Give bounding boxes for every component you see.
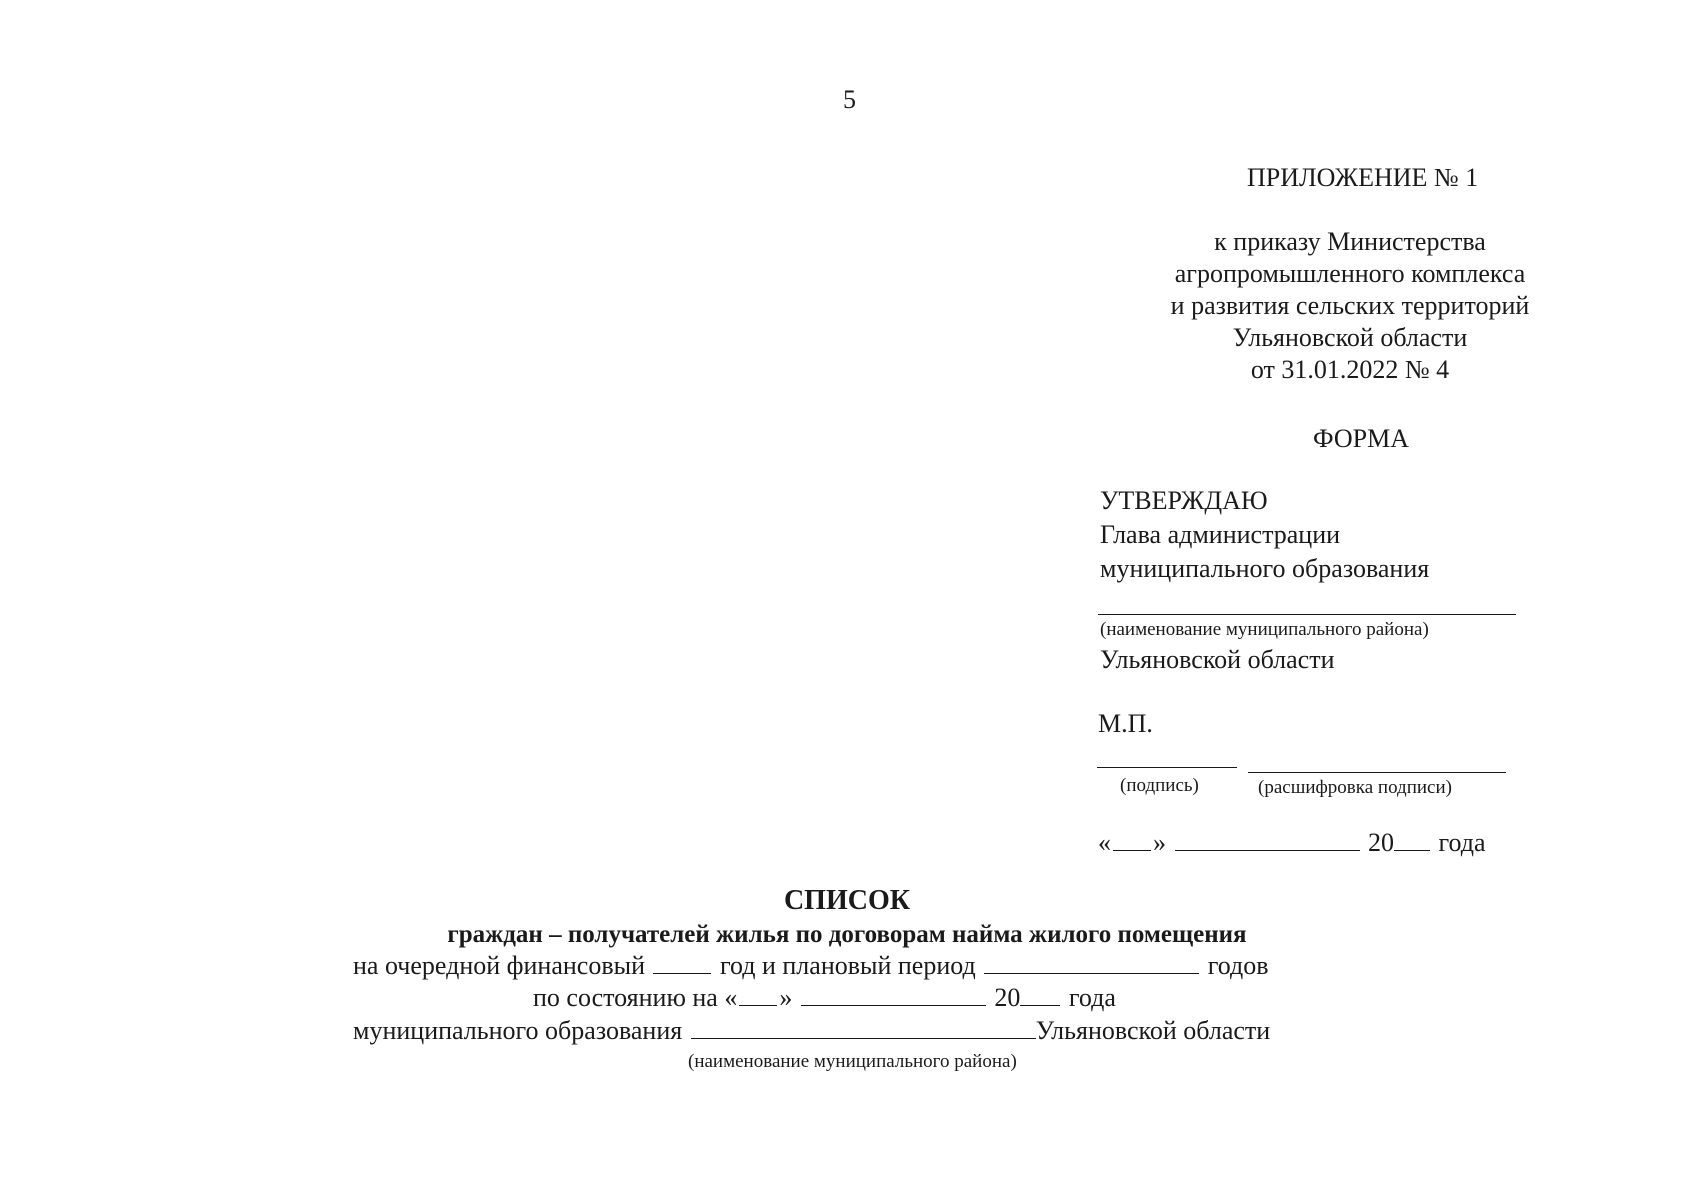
- date-year-suffix: года: [1438, 828, 1486, 857]
- appendix-line-5: от 31.01.2022 № 4: [1250, 355, 1450, 384]
- appendix-line-1: к приказу Министерства: [1214, 227, 1486, 256]
- list-line-2-text-a: по состоянию на «: [533, 983, 738, 1012]
- municipality-name-blank: [691, 1018, 1036, 1039]
- appendix-line-3: и развития сельских территорий: [1170, 291, 1530, 320]
- date-year-blank: [1394, 830, 1430, 851]
- page-number: 5: [843, 85, 856, 114]
- seal-label: М.П.: [1098, 709, 1153, 738]
- approval-municipal: муниципального образования: [1100, 554, 1430, 583]
- appendix-title: ПРИЛОЖЕНИЕ № 1: [1247, 163, 1479, 192]
- approval-date: [1098, 827, 1486, 859]
- appendix-line-2: агропромышленного комплекса: [1174, 259, 1526, 288]
- appendix-line-4: Ульяновской области: [1232, 323, 1468, 352]
- date-month-blank: [1175, 830, 1360, 851]
- list-line-2-text-d: года: [1068, 983, 1116, 1012]
- approval-region: Ульяновской области: [1100, 645, 1335, 674]
- date-year-prefix: 20: [1368, 828, 1394, 857]
- list-line-3-text-b: Ульяновской области: [1035, 1016, 1271, 1045]
- state-day-blank: [739, 985, 777, 1006]
- date-close-quote: »: [1153, 828, 1166, 857]
- list-line-2-text-b: »: [779, 983, 793, 1012]
- list-line-1-text-c: годов: [1207, 951, 1269, 980]
- approval-head: Глава администрации: [1100, 520, 1341, 549]
- planning-period-blank: [984, 953, 1199, 974]
- list-line-2-text-c: 20: [994, 983, 1021, 1012]
- list-line-1: [353, 950, 1269, 982]
- approve-label: УТВЕРЖДАЮ: [1100, 486, 1268, 515]
- signature-decoding-line: [1248, 772, 1506, 773]
- date-day-blank: [1113, 830, 1151, 851]
- district-name-line: [1098, 614, 1516, 615]
- list-line-2: [533, 982, 1116, 1014]
- signature-decoding-caption: (расшифровка подписи): [1258, 777, 1452, 798]
- list-line-3: [353, 1015, 1270, 1047]
- fiscal-year-blank: [653, 953, 711, 974]
- date-open-quote: «: [1098, 828, 1111, 857]
- state-year-blank: [1020, 985, 1060, 1006]
- list-subtitle: граждан – получателей жилья по договорам найма жилого помещения: [447, 921, 1247, 948]
- approval-district-caption: (наименование муниципального района): [1100, 619, 1429, 640]
- form-label: ФОРМА: [1313, 424, 1409, 453]
- signature-line: [1097, 767, 1237, 768]
- list-line-3-text-a: муниципального образования: [353, 1016, 683, 1045]
- list-title: СПИСОК: [783, 885, 911, 916]
- list-line-1-text-a: на очередной финансовый: [353, 951, 645, 980]
- list-district-caption: (наименование муниципального района): [688, 1051, 1017, 1072]
- state-month-blank: [801, 985, 986, 1006]
- signature-caption: (подпись): [1120, 775, 1199, 796]
- list-line-1-text-b: год и плановый период: [719, 951, 976, 980]
